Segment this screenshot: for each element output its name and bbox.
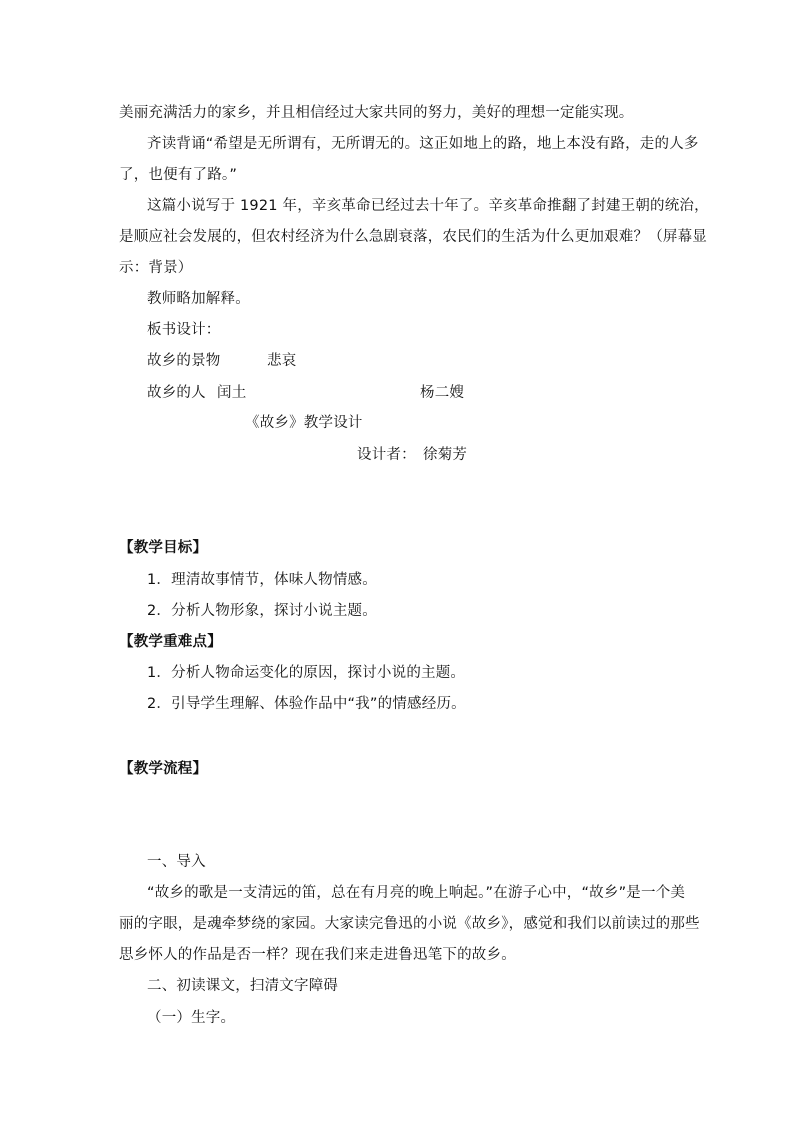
- designer-name: 徐菊芳: [423, 447, 468, 463]
- paragraph-line: 丽的字眼，是魂牵梦绕的家园。大家读完鲁迅的小说《故乡》，感觉和我们以前读过的那些: [119, 916, 700, 932]
- recite-line: 齐读背诵“希望是无所谓有，无所谓无的。这正如地上的路，地上本没有路，走的人多: [147, 136, 699, 152]
- intro-line: 美丽充满活力的家乡，并且相信经过大家共同的努力，美好的理想一定能实现。: [119, 105, 634, 121]
- board-runtu: 闰土: [217, 385, 247, 401]
- section-heading: 二、初读课文，扫清文字障碍: [147, 978, 339, 994]
- section-heading: 一、导入: [147, 854, 206, 870]
- recite-line: 了，也便有了路。”: [119, 167, 238, 183]
- teacher-note: 教师略加解释。: [147, 291, 250, 307]
- board-sad: 悲哀: [267, 353, 297, 369]
- board-yang: 杨二嫂: [420, 385, 465, 401]
- goal-item: 2．分析人物形象，探讨小说主题。: [147, 603, 377, 619]
- designer-label: 设计者：: [357, 447, 416, 463]
- board-heading: 板书设计：: [147, 322, 221, 338]
- flow-heading: 【教学流程】: [119, 761, 208, 777]
- subsection-heading: （一）生字。: [147, 1010, 236, 1026]
- paragraph-line: 思乡怀人的作品是否一样？现在我们来走进鲁迅笔下的故乡。: [119, 947, 516, 963]
- keypoints-heading: 【教学重难点】: [119, 634, 222, 650]
- keypoint-item: 1．分析人物命运变化的原因，探讨小说的主题。: [147, 665, 466, 681]
- goals-heading: 【教学目标】: [119, 540, 208, 556]
- paragraph-line: “故乡的歌是一支清远的笛，总在有月亮的晚上响起。”在游子心中，“故乡”是一个美: [147, 885, 686, 901]
- keypoint-item: 2．引导学生理解、体验作品中“我”的情感经历。: [147, 696, 466, 712]
- background-line: 是顺应社会发展的，但农村经济为什么急剧衰落，农民们的生活为什么更加艰难？（屏幕显: [119, 229, 707, 245]
- background-line: 示：背景）: [119, 260, 193, 276]
- board-people: 故乡的人: [147, 385, 206, 401]
- goal-item: 1．理清故事情节，体味人物情感。: [147, 572, 377, 588]
- document-title: 《故乡》教学设计: [245, 415, 363, 431]
- board-scenery: 故乡的景物: [147, 353, 221, 369]
- background-line: 这篇小说写于 1921 年，辛亥革命已经过去十年了。辛亥革命推翻了封建王朝的统治，: [147, 198, 709, 214]
